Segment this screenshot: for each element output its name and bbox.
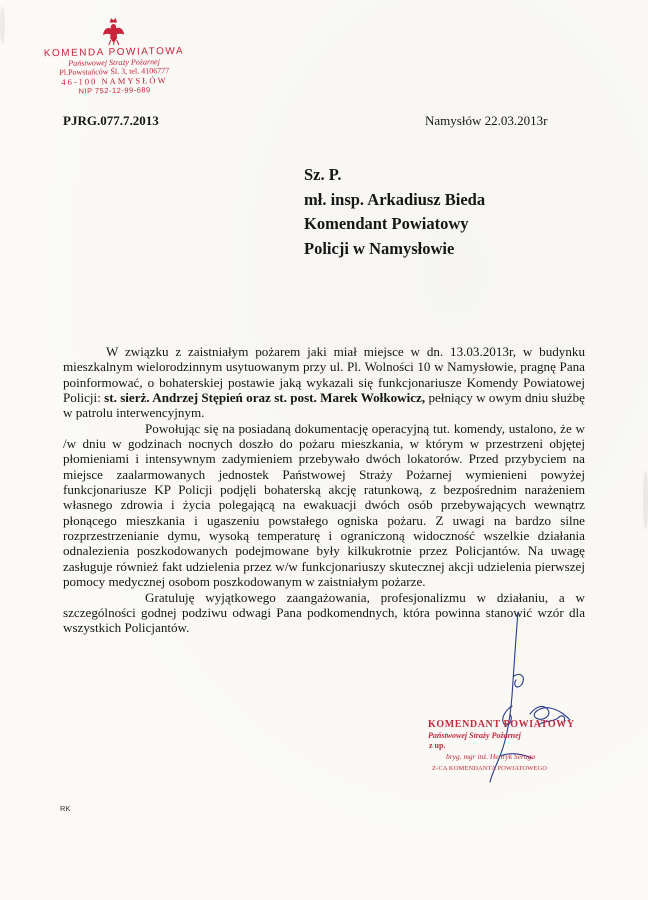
paragraph-1-text: W związku z zaistniałym pożarem jaki miał miejsce w dn. 13.03.2013r, w budynku mieszkalnym wielorodzinnym usytuowanym przy ul. Pl. Wolności 10 w Namysłowie, pragnę Pana poinformować, o bohaterskiej postawie jaką wykazali się funkcjonariusze Komendy Powiatowej Policji: — [63, 344, 585, 406]
scan-edge-mark — [0, 6, 5, 44]
paragraph-1 — [63, 344, 585, 421]
paragraph-1-end: pełniący w owym dniu służbę w patrolu interwencyjnym. — [63, 390, 585, 421]
recipient-name: mł. insp. Arkadiusz Bieda — [304, 189, 486, 209]
reference-number: PJRG.077.7.2013 — [63, 113, 159, 128]
recipient-block — [304, 163, 485, 261]
signatory-position: Z-CA KOMENDANTA POWIATOWEGO — [432, 765, 548, 772]
author-initials: RK — [60, 804, 71, 813]
signature-stamp-title: KOMENDANT POWIATOWY — [428, 719, 575, 730]
recipient-title: Komendant Powiatowy — [304, 214, 469, 233]
officer-names: st. sierż. Andrzej Stępień oraz st. post. Marek Wołkowicz, — [104, 390, 426, 406]
stamp-subtitle: Państwowej Straży Pożarnej — [68, 57, 160, 68]
signature-stamp-subtitle: Państwowej Straży Pożarnej — [428, 731, 521, 740]
letter-body — [63, 344, 585, 636]
letter-date: Namysłów 22.03.2013r — [425, 113, 548, 128]
stamp-tax-id: NIP 752-12-99-689 — [78, 85, 151, 96]
stamp-postcode-city: 46-100 NAMYSŁÓW — [61, 75, 168, 87]
stamp-title: KOMENDA POWIATOWA — [43, 45, 185, 60]
signatory-name: bryg. mgr inż. Henryk Seruga — [446, 752, 536, 761]
signature-stamp — [428, 719, 578, 773]
recipient-institution: Policji w Namysłowie — [304, 238, 455, 258]
paragraph-2: Powołując się na posiadaną dokumentację operacyjną tut. komendy, ustalono, że w /w dniu w godzinach nocnych doszło do pożaru mieszkania, w którym w przestrzeni objętej płomieniami i intensywnym zadymieniem przebywało dwóch lokatorów. Przed przybyciem na miejsce zaalarmowanych jednostek Państwowej Straży Pożarnej wymienieni powyżej funkcjonariusze KP Policji podjęli bohaterską akcję ratunkową, z bezpośrednim narażeniem własnego zdrowia i życia polegającą na ewakuacji dwóch osób przebywających wewnątrz płonącego mieszkania i ugaszeniu powstałego ogniska pożaru. Z uwagi na bardzo silne rozprzestrzenianie dymu, wysoką temperaturę i ograniczoną widoczność wszelkie działania odnalezienia poszkodowanych podejmowane były kilkukrotnie przez Policjantów. Na uwagę zasługuje również fakt udzielenia przez w/w funkcjonariuszy skutecznej akcji udzielenia pierwszej pomocy medycznej osobom poszkodowanym w zaistniałym pożarze. — [63, 420, 585, 590]
institution-stamp — [27, 17, 200, 97]
recipient-salutation: Sz. P. — [304, 165, 342, 184]
paragraph-3: Gratuluję wyjątkowego zaangażowania, profesjonalizmu w działaniu, a w szczególności godnej podziwu odwagi Pana podkomendnych, która powinna stanowić wzór dla wszystkich Policjantów. — [63, 589, 585, 636]
scan-edge-mark — [643, 470, 648, 530]
eagle-emblem-icon — [102, 18, 124, 46]
stamp-address: Pl.Powstańców Śl. 3, tel. 4106777 — [59, 66, 170, 77]
signature-stamp-proxy: z up. — [429, 741, 446, 750]
